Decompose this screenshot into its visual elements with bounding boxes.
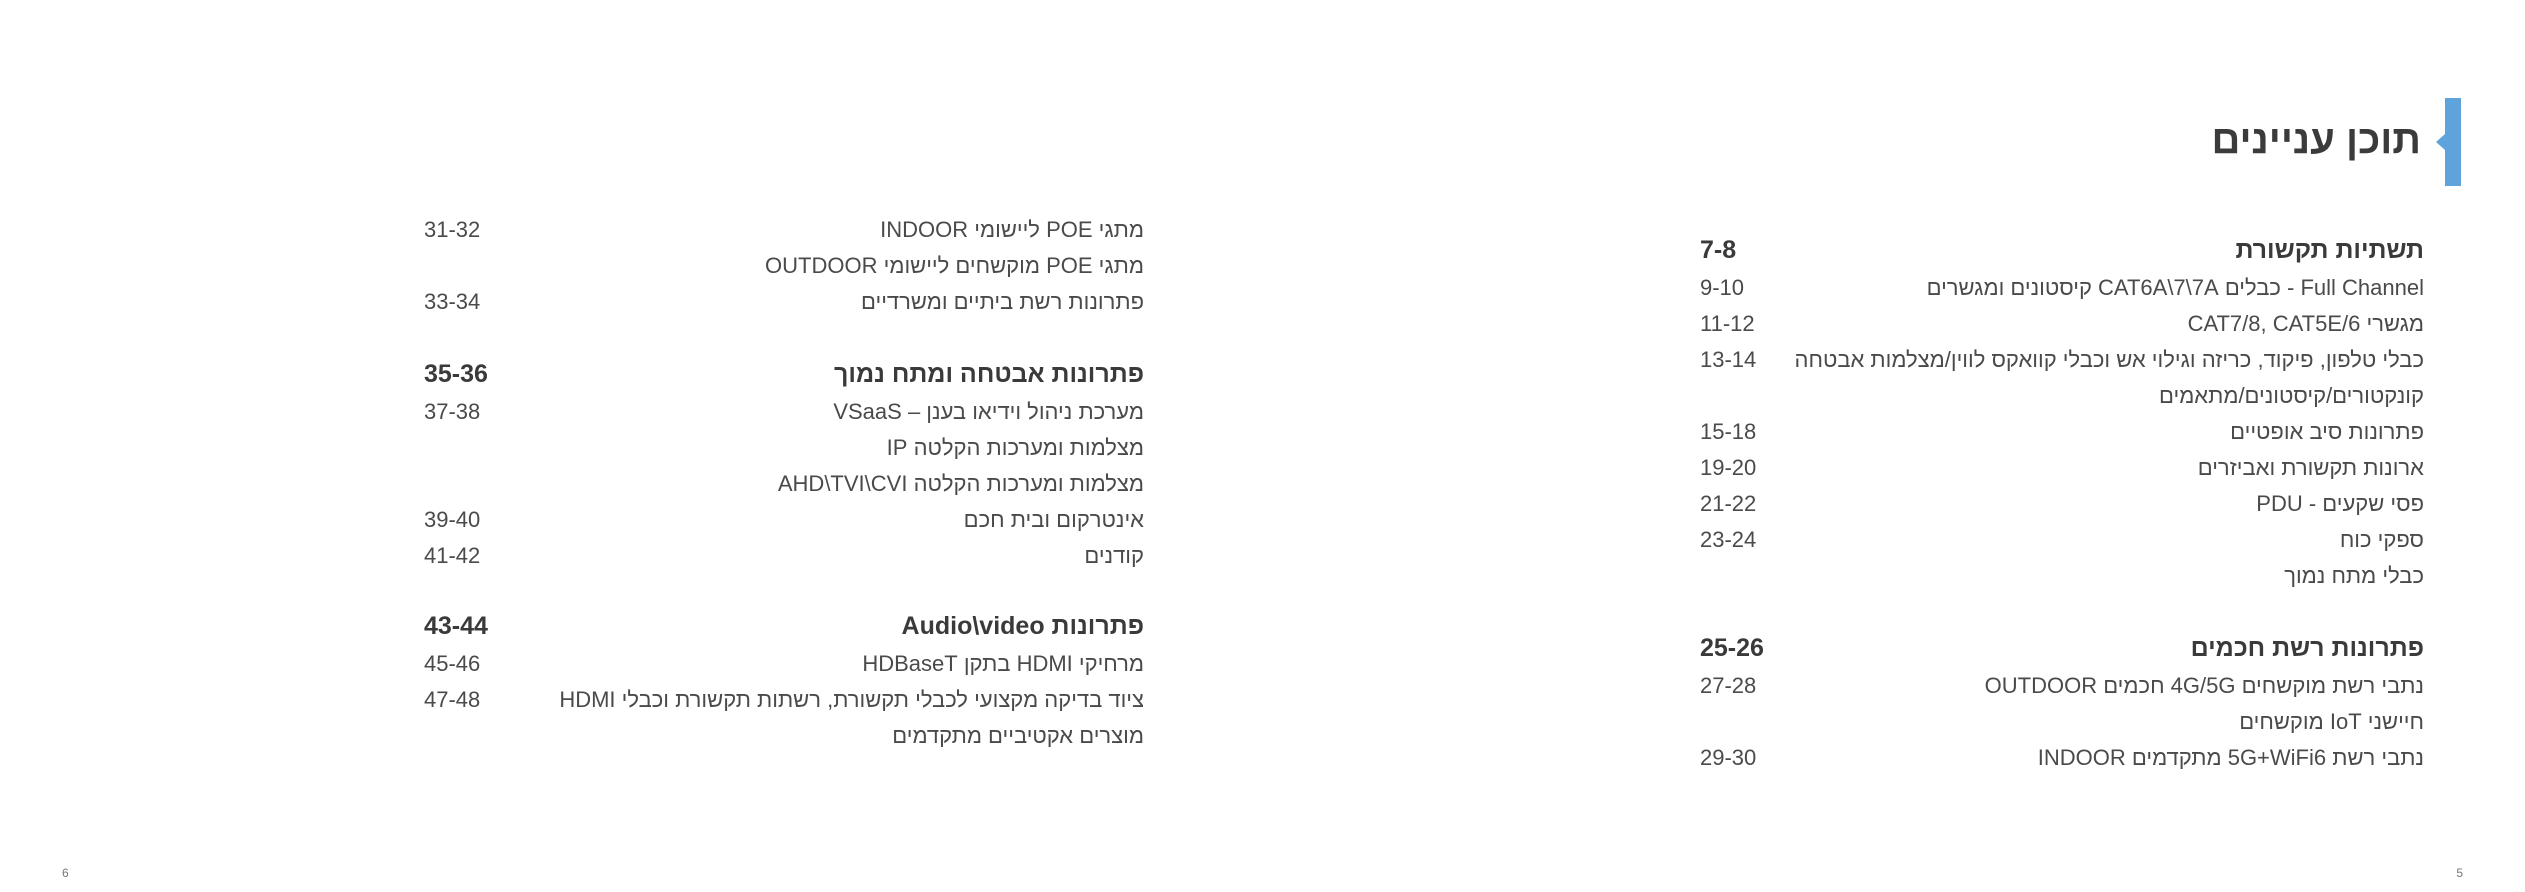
toc-entry-pages: 41-42	[424, 543, 481, 568]
toc-entry-title: מתגי POE ליישומי INDOOR	[880, 217, 1144, 242]
page-number-right: 5	[2456, 866, 2463, 880]
toc-entry[interactable]	[424, 212, 1144, 248]
toc-entry[interactable]	[424, 394, 1144, 430]
toc-entry[interactable]	[424, 718, 1144, 754]
toc-entry-title: כבלי מתח נמוך	[2284, 563, 2424, 588]
toc-entry-pages: 21-22	[1700, 491, 1757, 516]
toc-entry-title: פתרונות רשת חכמים	[2190, 634, 2424, 662]
toc-entry[interactable]	[1700, 450, 2424, 486]
toc-entry-title: פתרונות Audio\video	[901, 612, 1144, 640]
toc-entry[interactable]	[1700, 306, 2424, 342]
toc-entry-pages: 9-10	[1700, 275, 1745, 300]
toc-entry-title: פתרונות אבטחה ומתח נמוך	[834, 360, 1144, 388]
toc-entry-title: אינטרקום ובית חכם	[963, 507, 1144, 532]
toc-entry-title: ארונות תקשורת ואביזרים	[2197, 455, 2424, 480]
accent-bar	[2445, 98, 2461, 186]
toc-entry[interactable]	[424, 248, 1144, 284]
toc-entry-title: נתבי רשת מוקשחים 4G/5G חכמים OUTDOOR	[1984, 673, 2424, 698]
toc-entry-title: ספקי כוח	[2339, 527, 2424, 552]
toc-entry-title: מצלמות ומערכות הקלטה IP	[886, 435, 1144, 460]
toc-entry[interactable]	[424, 646, 1144, 682]
toc-entry[interactable]	[1700, 668, 2424, 704]
toc-entry-pages: 31-32	[424, 217, 481, 242]
toc-entry[interactable]	[1700, 704, 2424, 740]
toc-entry-pages: 37-38	[424, 399, 481, 424]
toc-entry-title: תשתיות תקשורת	[2235, 236, 2424, 264]
toc-entry[interactable]	[424, 608, 1144, 644]
toc-entry[interactable]	[424, 538, 1144, 574]
toc-entry-pages: 11-12	[1700, 311, 1755, 336]
toc-entry-pages: 13-14	[1700, 347, 1757, 372]
toc-entry-title: פסי שקעים - PDU	[2256, 491, 2424, 516]
toc-entry-pages: 25-26	[1700, 634, 1764, 662]
toc-entry-title: פתרונות רשת ביתיים ומשרדיים	[861, 289, 1144, 314]
toc-entry[interactable]	[1700, 414, 2424, 450]
page-number-left: 6	[62, 866, 69, 880]
toc-entry-title: מרחיקי HDMI בתקן HDBaseT	[862, 651, 1144, 676]
toc-entry-pages: 19-20	[1700, 455, 1757, 480]
toc-entry-title: נתבי רשת 5G+WiFi6 מתקדמים INDOOR	[2037, 745, 2424, 770]
toc-entry-pages: 35-36	[424, 360, 488, 388]
toc-entry-title: כבלי טלפון, פיקוד, כריזה וגילוי אש וכבלי קוואקס לווין/מצלמות אבטחה	[1794, 347, 2424, 372]
toc-entry-pages: 33-34	[424, 289, 481, 314]
toc-entry-pages: 15-18	[1700, 419, 1757, 444]
toc-entry-pages: 27-28	[1700, 673, 1757, 698]
toc-entry-title: מערכת ניהול וידיאו בענן – VSaaS	[833, 399, 1144, 424]
toc-entry-title: מתגי POE מוקשחים ליישומי OUTDOOR	[765, 253, 1144, 278]
toc-entry[interactable]	[1700, 342, 2424, 378]
toc-entry[interactable]	[1700, 522, 2424, 558]
toc-entry-title: מוצרים אקטיביים מתקדמים	[892, 723, 1144, 748]
toc-entry-pages: 29-30	[1700, 745, 1757, 770]
toc-entry-pages: 7-8	[1700, 236, 1737, 264]
toc-entry[interactable]	[424, 502, 1144, 538]
toc-entry[interactable]	[1700, 486, 2424, 522]
accent-notch	[2436, 134, 2445, 150]
toc-entry-pages: 43-44	[424, 612, 488, 640]
toc-entry-pages: 23-24	[1700, 527, 1757, 552]
toc-entry[interactable]	[424, 682, 1144, 718]
toc-entry[interactable]	[424, 284, 1144, 320]
toc-entry-title: Full Channel - כבלים CAT6A\7\7A קיסטונים ומגשרים	[1926, 275, 2424, 300]
toc-entry[interactable]	[1700, 630, 2424, 666]
toc-entry[interactable]	[1700, 378, 2424, 414]
toc-entry-title: חיישני IoT מוקשחים	[2239, 709, 2424, 734]
toc-entry-pages: 45-46	[424, 651, 481, 676]
toc-entry-pages: 47-48	[424, 687, 481, 712]
toc-entry[interactable]	[1700, 740, 2424, 776]
toc-entry[interactable]	[424, 430, 1144, 466]
page-title: תוכן עניינים	[2211, 118, 2421, 162]
toc-entry-pages: 39-40	[424, 507, 481, 532]
toc-entry-title: מגשרי CAT7/8, CAT5E/6	[2187, 311, 2424, 336]
toc-entry-title: ציוד בדיקה מקצועי לכבלי תקשורת, רשתות תקשורת וכבלי HDMI	[559, 687, 1144, 712]
toc-entry[interactable]	[424, 356, 1144, 392]
toc-entry[interactable]	[424, 466, 1144, 502]
toc-entry-title: פתרונות סיב אופטיים	[2230, 419, 2424, 444]
toc-entry-title: קודנים	[1084, 543, 1144, 568]
toc-entry-title: מצלמות ומערכות הקלטה AHD\TVI\CVI	[777, 471, 1144, 496]
toc-entry-title: קונקטורים/קיסטונים/מתאמים	[2159, 383, 2424, 408]
toc-entry[interactable]	[1700, 232, 2424, 268]
toc-entry[interactable]	[1700, 270, 2424, 306]
toc-entry[interactable]	[1700, 558, 2424, 594]
